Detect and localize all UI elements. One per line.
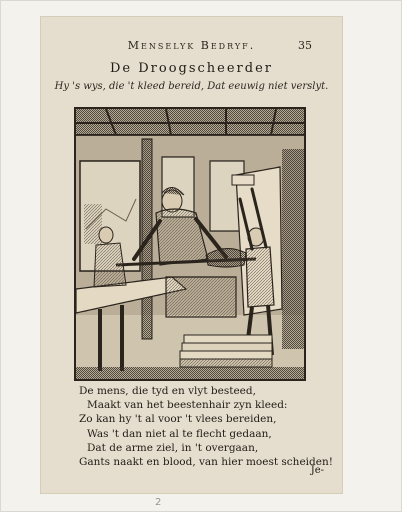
engraving-illustration [74,107,306,381]
running-head: Menselyk Bedryf. [127,39,256,52]
page-number: 35 [298,39,312,52]
catchword: Je- [310,465,324,476]
verse-line: Gants naakt en blood, van hier moest scheiden! [79,456,333,469]
verse-line: Was 't dan niet al te flecht gedaan, [87,427,272,440]
engraving-drawing [76,109,304,379]
plate-title: De Droogscheerder [109,61,274,76]
verse-line: Maakt van het beestenhair zyn kleed: [87,399,288,412]
verse [79,384,333,469]
verse-line: Dat de arme ziel, in 't overgaan, [87,441,259,454]
verse-line: Zo kan hy 't al voor 't vlees bereiden, [79,413,277,426]
pencil-annotation: 2 [155,497,162,508]
verse-line: De mens, die tyd en vlyt besteed, [79,385,256,397]
motto: Hy 's wys, die 't kleed bereid, Dat eeuwig niet verslyt. [54,81,329,92]
book-page [41,17,342,493]
